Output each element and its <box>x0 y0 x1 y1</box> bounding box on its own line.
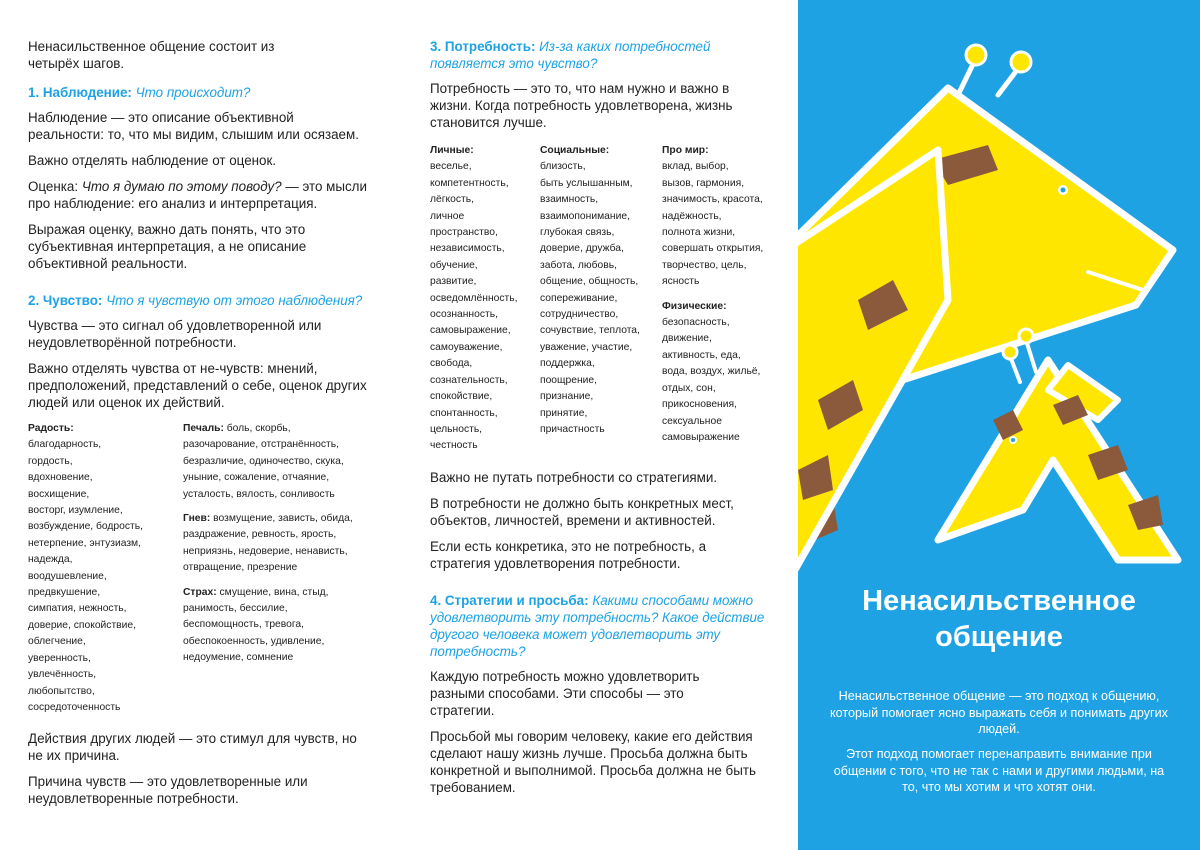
fear-items <box>183 601 373 667</box>
list-item: безопасность, <box>662 317 730 329</box>
list-item: уважение, участие, <box>540 341 633 353</box>
fear-heading: Страх: <box>183 586 217 598</box>
list-item: свобода, <box>430 358 473 370</box>
list-item: творчество, цель, <box>662 259 747 271</box>
list-item: ранимость, бессилие, <box>183 603 288 615</box>
step2-heading <box>28 292 373 309</box>
list-item: причастность <box>540 423 605 435</box>
step1-paragraph-3 <box>28 178 373 212</box>
step1-question: Что происходит? <box>135 85 251 100</box>
list-item: компетентность, <box>430 177 509 189</box>
sad-first-line: боль, скорбь, <box>223 423 291 434</box>
fear-first-line: смущение, вина, стыд, <box>216 586 329 598</box>
list-item: самоуважение, <box>430 341 503 353</box>
list-item: осведомлённость, <box>430 292 518 304</box>
list-item: сосредоточенность <box>28 701 121 713</box>
list-item: развитие, <box>430 276 477 288</box>
list-item: поддержка, <box>540 358 595 370</box>
list-item: полнота жизни, <box>662 227 736 239</box>
list-item: сочувствие, теплота, <box>540 325 640 337</box>
sad-heading: Печаль: <box>183 423 224 434</box>
small-giraffe <box>938 329 1178 560</box>
emphasis-text: Что я думаю по этому поводу? <box>81 179 282 194</box>
list-item: вода, воздух, жильё, <box>662 366 761 378</box>
list-item: спонтанность, <box>430 407 498 419</box>
list-item: спокойствие, <box>430 391 493 403</box>
text-fragment: Оценка: <box>28 179 82 194</box>
anger-items <box>183 527 373 576</box>
feelings-grid <box>28 421 373 716</box>
list-item: воодушевление, <box>28 570 107 582</box>
list-item: взаимность, <box>540 194 599 206</box>
social-items <box>540 159 662 438</box>
needs-social-list <box>540 143 662 455</box>
feelings-joy-list <box>28 421 183 716</box>
needs-personal-list <box>430 143 540 455</box>
list-item: вызов, гармония, <box>662 177 745 189</box>
list-item: симпатия, нежность, <box>28 603 127 615</box>
list-item: движение, <box>662 333 712 345</box>
step2-number: 2. Чувство: <box>28 293 103 308</box>
personal-items <box>430 159 540 454</box>
list-item: возбуждение, бодрость, <box>28 521 143 533</box>
needs-world-physical-list <box>662 143 775 455</box>
list-item: уверенность, <box>28 652 91 664</box>
step3-paragraph-1: Потребность — это то, что нам нужно и важно в жизни. Когда потребность удовлетворена, жизнь становится лучше. <box>430 81 733 130</box>
list-item: значимость, красота, <box>662 194 763 206</box>
list-item: доверие, дружба, <box>540 243 624 255</box>
list-item: усталость, вялость, сонливость <box>183 488 335 500</box>
step1-paragraph-2: Важно отделять наблюдение от оценок. <box>28 153 277 168</box>
list-item: сознательность, <box>430 374 508 386</box>
list-item: уныние, сожаление, отчаяние, <box>183 472 330 484</box>
sad-block <box>183 421 373 503</box>
list-item: забота, любовь, <box>540 259 617 271</box>
step4-number: 4. Стратегии и просьба: <box>430 592 589 608</box>
step2-paragraph-1: Чувства — это сигнал об удовлетворенной или неудовлетворённой потребности. <box>28 318 322 350</box>
column-steps-3-4 <box>430 38 775 805</box>
list-item: честность <box>430 440 478 452</box>
list-item: лёгкость, <box>430 194 474 206</box>
list-item: обеспокоенность, удивление, <box>183 635 325 647</box>
physical-heading: Физические: <box>662 300 727 312</box>
cover-title-line-2: общение <box>935 621 1063 653</box>
world-items <box>662 159 775 290</box>
intro-text: Ненасильственное общение состоит из четырёх шагов. <box>28 39 275 71</box>
step4-heading <box>430 592 775 660</box>
step4-paragraph-2: Просьбой мы говорим человеку, какие его действия сделают нашу жизнь лучше. Просьба должна быть конкретной и выполнимой. Просьба должна не быть требованием. <box>430 728 756 795</box>
list-item: прикосновения, <box>662 399 737 411</box>
step3-question: Из-за каких потребностей появляется это чувство? <box>430 39 711 71</box>
joy-heading: Радость: <box>28 423 74 434</box>
list-item: беспомощность, тревога, <box>183 619 304 631</box>
list-item: сопереживание, <box>540 292 618 304</box>
joy-items <box>28 437 183 716</box>
step2-paragraph-3: Действия других людей — это стимул для чувств, но не их причина. <box>28 731 357 764</box>
physical-items <box>662 315 775 446</box>
list-item: поощрение, <box>540 374 597 386</box>
text-fragment: — это мысли про наблюдение: его анализ и интерпретация. <box>28 179 367 211</box>
list-item: осознанность, <box>430 309 498 321</box>
list-item: активность, еда, <box>662 349 741 361</box>
list-item: принятие, <box>540 407 588 419</box>
list-item: быть услышанным, <box>540 177 633 189</box>
list-item: восторг, изумление, <box>28 505 123 517</box>
list-item: признание, <box>540 391 594 403</box>
list-item: личное <box>430 210 465 222</box>
list-item: разочарование, отстранённость, <box>183 439 339 451</box>
list-item: надёжность, <box>662 210 722 222</box>
list-item: сотрудничество, <box>540 309 619 321</box>
list-item: сексуальное <box>662 415 722 427</box>
list-item: облегчение, <box>28 636 86 648</box>
step3-paragraph-4: Если есть конкретика, это не потребность, а стратегия удовлетворения потребности. <box>430 538 707 571</box>
step1-paragraph-4: Выражая оценку, важно дать понять, что это субъективная интерпретация, а не описание объективной реальности. <box>28 222 307 271</box>
cover-description-1: Ненасильственное общение — это подход к общению, который помогает ясно выражать себя и понимать других людей. <box>830 689 1168 736</box>
list-item: восхищение, <box>28 488 90 500</box>
feelings-other-lists <box>183 421 373 716</box>
list-item: глубокая связь, <box>540 227 615 239</box>
step3-paragraph-3: В потребности не должно быть конкретных мест, объектов, личностей, времени и активностей. <box>430 495 734 528</box>
step1-paragraph-1: Наблюдение — это описание объективной реальности: то, что мы видим, слышим или осязаем. <box>28 110 359 142</box>
list-item: общение, общность, <box>540 276 639 288</box>
step1-number: 1. Наблюдение: <box>28 85 132 100</box>
list-item: ясность <box>662 276 700 288</box>
list-item: надежда, <box>28 554 73 566</box>
fear-block <box>183 585 373 667</box>
list-item: любопытство, <box>28 685 95 697</box>
world-heading: Про мир: <box>662 145 709 156</box>
list-item: благодарность, <box>28 439 102 451</box>
step4-paragraph-1: Каждую потребность можно удовлетворить разными способами. Эти способы — это стратегии. <box>430 668 700 718</box>
list-item: неприязнь, недоверие, ненависть, <box>183 545 348 557</box>
step2-paragraph-2: Важно отделять чувства от не-чувств: мнений, предположений, представлений о себе, оценок других людей или оценок их действий. <box>28 361 367 410</box>
sad-items <box>183 437 373 503</box>
list-item: цельность, <box>430 423 483 435</box>
step3-heading <box>430 38 775 72</box>
list-item: обучение, <box>430 259 478 271</box>
list-item: гордость, <box>28 455 73 467</box>
list-item: близость, <box>540 161 586 173</box>
list-item: вдохновение, <box>28 472 93 484</box>
cover-panel <box>798 0 1200 850</box>
personal-heading: Личные: <box>430 145 474 156</box>
cover-description-2: Этот подход помогает перенаправить внимание при общении с того, что не так с нами и другими людьми, на то, что мы хотим и что хотят они. <box>833 747 1165 794</box>
needs-grid <box>430 143 775 455</box>
list-item: безразличие, одиночество, скука, <box>183 455 344 467</box>
step3-paragraph-2: Важно не путать потребности со стратегиями. <box>430 469 718 485</box>
list-item: доверие, спокойствие, <box>28 619 136 631</box>
step2-question: Что я чувствую от этого наблюдения? <box>106 293 363 308</box>
list-item: пространство, <box>430 227 498 239</box>
column-steps-1-2 <box>28 38 373 816</box>
anger-first-line: возмущение, зависть, обида, <box>210 513 353 525</box>
anger-heading: Гнев: <box>183 513 211 525</box>
list-item: веселье, <box>430 161 472 173</box>
list-item: отвращение, презрение <box>183 562 298 574</box>
step2-paragraph-4: Причина чувств — это удовлетворенные или неудовлетворенные потребности. <box>28 774 308 807</box>
list-item: нетерпение, энтузиазм, <box>28 537 141 549</box>
list-item: самовыражение <box>662 431 740 443</box>
list-item: раздражение, ревность, ярость, <box>183 529 337 541</box>
list-item: независимость, <box>430 243 505 255</box>
step3-number: 3. Потребность: <box>430 39 536 54</box>
social-heading: Социальные: <box>540 145 610 156</box>
list-item: самовыражение, <box>430 325 511 337</box>
list-item: взаимопонимание, <box>540 210 630 222</box>
step4-question: Какими способами можно удовлетворить эту потребность? Какое действие другого человека может удовлетворить эту потребность? <box>430 592 765 659</box>
cover-title <box>798 583 1200 655</box>
list-item: отдых, сон, <box>662 382 716 394</box>
list-item: недоумение, сомнение <box>183 652 294 664</box>
list-item: совершать открытия, <box>662 243 764 255</box>
step1-heading <box>28 84 373 101</box>
list-item: вклад, выбор, <box>662 161 729 173</box>
list-item: увлечённость, <box>28 669 97 681</box>
anger-block <box>183 511 373 577</box>
list-item: предвкушение, <box>28 587 101 599</box>
cover-title-line-1: Ненасильственное <box>862 585 1136 617</box>
